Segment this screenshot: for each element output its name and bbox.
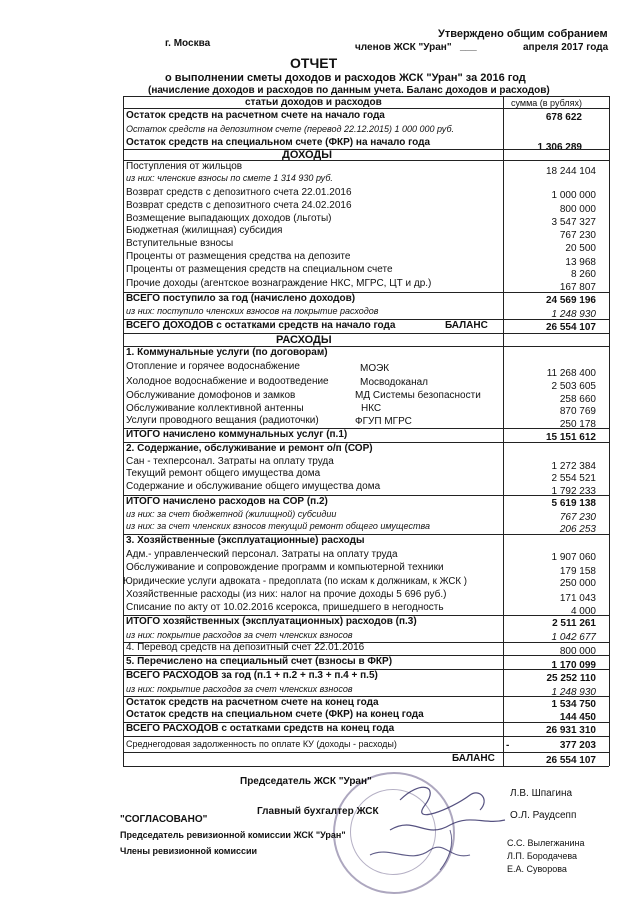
special-closing-label: Остаток средств на специальном счете (ФКР) на конец года [126, 709, 424, 720]
opening-balance-value: 678 622 [545, 112, 582, 123]
table-border-left [123, 96, 124, 766]
city: г. Москва [165, 38, 211, 49]
section5-label: 5. Перечислено на специальный счет (взносы в ФКР) [126, 656, 393, 667]
section3-total-value: 2 511 261 [552, 618, 596, 629]
table-line [123, 333, 609, 334]
approved-line2-c: апреля 2017 года [523, 42, 609, 53]
expenses-total-note-value: 1 248 930 [551, 687, 596, 698]
section3-row-label: Обслуживание и сопровождение программ и компьютерной техники [126, 562, 444, 573]
special-closing-value: 144 450 [559, 712, 596, 723]
section1-row-label: Отопление и горячее водоснабжение [126, 361, 300, 372]
income-row-note: из них: членские взносы по смете 1 314 930 руб. [126, 173, 333, 183]
audit-member1: Л.П. Бородачева [507, 851, 578, 861]
opening-deposit-note: Остаток средств на депозитном счете (перевод 22.12.2015) 1 000 000 руб. [126, 124, 455, 134]
section2-note2: из них: за счет членских взносов текущий ремонт общего имущества [126, 521, 430, 531]
debt-sign: - [506, 740, 510, 751]
table-line [123, 752, 609, 753]
table-line [123, 149, 609, 150]
section2-title: 2. Содержание, обслуживание и ремонт о/п (СОР) [126, 443, 373, 454]
section2-total-value: 5 619 138 [551, 498, 596, 509]
income-row-label: Вступительные взносы [126, 238, 234, 249]
debt-value: 377 203 [559, 740, 596, 751]
section2-row-label: Сан - техперсонал. Затраты на оплату труда [126, 456, 334, 467]
income-row-value: 8 260 [570, 269, 596, 280]
income-grand-value: 26 554 107 [545, 322, 596, 333]
income-grand-label: ВСЕГО ДОХОДОВ с остатками средств на начало года [126, 320, 396, 331]
section1-row-provider: НКС [361, 403, 382, 414]
section1-row-provider: МД Системы безопасности [355, 390, 481, 401]
section1-row-label: Холодное водоснабжение и водоотведение [126, 376, 329, 387]
section3-row-label: Хозяйственные расходы (из них: налог на прочие доходы 5 696 руб.) [126, 589, 447, 600]
section1-row-value: 258 660 [559, 394, 596, 405]
section3-note-value: 1 042 677 [551, 632, 596, 643]
section3-row-label: Списание по акту от 10.02.2016 ксерокса, пришедшего в негодность [126, 602, 444, 613]
income-total-note-value: 1 248 930 [551, 309, 596, 320]
section2-note1: из них: за счет бюджетной (жилищной) субсидии [126, 509, 337, 519]
column-header-amount: сумма (в рублях) [511, 98, 582, 108]
expenses-total-label: ВСЕГО РАСХОДОВ за год (п.1 + п.2 + п.3 + п.4 + п.5) [126, 670, 378, 681]
section1-row-value: 250 178 [559, 419, 596, 430]
section1-row-label: Обслуживание домофонов и замков [126, 390, 296, 401]
section3-total-label: ИТОГО хозяйственных (эксплуатационных) расходов (п.3) [126, 616, 417, 627]
expenses-balance-label: БАЛАНС [452, 753, 495, 764]
income-row-label: Проценты от размещения средства на депозите [126, 251, 351, 262]
income-row-label: Прочие доходы (агентское вознаграждение НКС, МГРС, ЦТ и др.) [126, 278, 432, 289]
table-line [503, 766, 609, 767]
expenses-grand-value: 26 931 310 [545, 725, 596, 736]
chairman-label: Председатель ЖСК "Уран" [240, 776, 372, 787]
section3-row-label: Адм.- управленческий персонал. Затраты на оплату труда [126, 549, 398, 560]
income-row-value: 167 807 [559, 282, 596, 293]
debt-label: Среднегодовая задолженность по оплате КУ (доходы - расходы) [126, 739, 397, 749]
section5-value: 1 170 099 [551, 660, 596, 671]
expenses-total-value: 25 252 110 [546, 673, 596, 684]
chairman-name: Л.В. Шпагина [510, 788, 573, 799]
expenses-heading: РАСХОДЫ [276, 334, 332, 346]
page-title: ОТЧЕТ [290, 55, 338, 71]
income-row-value: 3 547 327 [551, 217, 596, 228]
income-total-value: 24 569 196 [545, 295, 596, 306]
approved-line2-a: членов ЖСК "Уран" [355, 42, 452, 53]
section1-row-provider: Мосводоканал [360, 377, 429, 388]
section1-title: 1. Коммунальные услуги (по договорам) [126, 347, 328, 358]
page-subtitle2: (начисление доходов и расходов по данным учета. Баланс доходов и расходов) [148, 85, 550, 96]
section2-row-label: Текущий ремонт общего имущества дома [126, 468, 321, 479]
section1-row-label: Обслуживание коллективной антенны [126, 403, 304, 414]
table-line [123, 766, 503, 767]
income-row-value: 800 000 [559, 204, 596, 215]
agreed-label: "СОГЛАСОВАНО" [120, 814, 208, 825]
section1-total-value: 15 151 612 [545, 432, 596, 443]
section2-total-label: ИТОГО начислено расходов на СОР (п.2) [126, 496, 328, 507]
income-total-note: из них: поступило членских взносов на покрытие расходов [126, 306, 379, 316]
section2-row-value: 1 792 233 [551, 486, 596, 497]
section2-row-value: 2 554 521 [551, 473, 596, 484]
income-row-value: 767 230 [559, 230, 596, 241]
income-grand-balance: БАЛАНС [445, 320, 488, 331]
expenses-total-note: из них: покрытие расходов за счет членских взносов [126, 684, 353, 694]
section1-row-provider: ФГУП МГРС [355, 416, 412, 427]
section2-note2-value: 206 253 [559, 524, 596, 535]
section3-title: 3. Хозяйственные (эксплуатационные) расходы [126, 535, 365, 546]
income-row-value: 18 244 104 [545, 166, 596, 177]
income-row-label: Возврат средств с депозитного счета 24.02.2016 [126, 200, 352, 211]
section4-value: 800 000 [559, 646, 596, 657]
section3-row-value: 179 158 [559, 566, 596, 577]
section4-label: 4. Перевод средств на депозитный счет 22.01.2016 [126, 642, 365, 653]
income-row-value: 13 968 [565, 257, 596, 268]
section3-row-value: 1 907 060 [551, 552, 596, 563]
section1-row-value: 870 769 [559, 406, 596, 417]
opening-special-label: Остаток средств на специальном счете (ФКР) на начало года [126, 137, 431, 148]
income-total-label: ВСЕГО поступило за год (начислено доходов) [126, 293, 356, 304]
closing-balance-value: 1 534 750 [551, 699, 596, 710]
expenses-grand-label: ВСЕГО РАСХОДОВ с остатками средств на конец года [126, 723, 395, 734]
audit-member2: Е.А. Суворова [507, 864, 567, 874]
expenses-balance-value: 26 554 107 [545, 755, 596, 766]
accountant-name: О.Л. Раудсепп [510, 810, 577, 821]
opening-special-value: 1 306 289 [537, 142, 582, 153]
income-row-label: Бюджетная (жилищная) субсидия [126, 225, 283, 236]
section1-row-value: 11 268 400 [546, 368, 596, 379]
income-row-label: Возмещение выпадающих доходов (льготы) [126, 213, 332, 224]
income-row-value: 1 000 000 [551, 190, 596, 201]
table-line [123, 736, 609, 737]
section2-row-value: 1 272 384 [551, 461, 596, 472]
section3-row-value: 171 043 [559, 593, 596, 604]
section3-note: из них: покрытие расходов за счет членских взносов [126, 630, 353, 640]
page-subtitle1: о выполнении сметы доходов и расходов ЖСК "Уран" за 2016 год [165, 72, 526, 84]
table-line [123, 108, 609, 109]
section3-row-value: 4 000 [570, 606, 596, 617]
section3-row-value: 250 000 [559, 578, 596, 589]
income-heading: ДОХОДЫ [282, 149, 333, 161]
income-row-label: Поступления от жильцов [126, 161, 243, 172]
audit-chair-label: Председатель ревизионной комиссии ЖСК "Уран" [120, 830, 346, 840]
audit-members-label: Члены ревизионной комиссии [120, 846, 258, 856]
opening-balance-label: Остаток средств на расчетном счете на начало года [126, 110, 385, 121]
section3-row-label: Юридические услуги адвоката - предоплата (по искам к должникам, к ЖСК ) [123, 576, 467, 587]
closing-balance-label: Остаток средств на расчетном счете на конец года [126, 697, 379, 708]
approved-line2-b: ___ [460, 41, 477, 52]
section1-row-provider: МОЭК [360, 363, 390, 374]
section2-note1-value: 767 230 [559, 512, 596, 523]
approved-line1: Утверждено общим собранием [438, 28, 608, 40]
section1-total-label: ИТОГО начислено коммунальных услуг (п.1) [126, 429, 348, 440]
section1-row-value: 2 503 605 [551, 381, 596, 392]
section2-row-label: Содержание и обслуживание общего имущества дома [126, 481, 381, 492]
income-row-label: Возврат средств с депозитного счета 22.01.2016 [126, 187, 352, 198]
audit-chair-name: С.С. Вылегжанина [507, 838, 585, 848]
accountant-label: Главный бухгалтер ЖСК [257, 806, 379, 817]
table-border-right [609, 96, 610, 766]
income-row-label: Проценты от размещения средств на специальном счете [126, 264, 393, 275]
section1-row-label: Услуги проводного вещания (радиоточки) [126, 415, 319, 426]
column-header-items: статьи доходов и расходов [245, 97, 382, 108]
income-row-value: 20 500 [565, 243, 596, 254]
